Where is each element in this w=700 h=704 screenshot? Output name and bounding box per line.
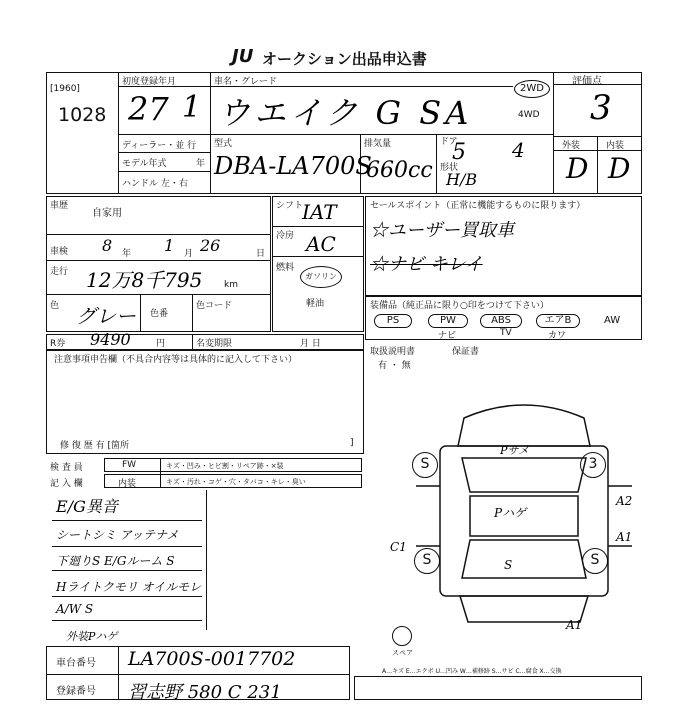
doors-value[interactable]: 5 xyxy=(452,140,466,165)
repair-bracket: ] xyxy=(350,438,354,448)
note-3[interactable]: 下廻りS E/Gルーム S xyxy=(56,554,175,568)
inspection-year-unit: 年 xyxy=(122,249,132,259)
exterior-value[interactable]: D xyxy=(566,152,589,185)
spare-label: スペア xyxy=(392,649,413,657)
interior-label: 内装 xyxy=(606,141,625,151)
cooling-value[interactable]: AC xyxy=(306,232,336,256)
entry-number: 1028 xyxy=(58,104,107,126)
mark-left[interactable]: C1 xyxy=(390,540,407,554)
sales-point-2[interactable]: ☆ナビ キレイ xyxy=(370,254,483,275)
manual-label: 取扱説明書 xyxy=(370,347,416,357)
mileage-label: 走行 xyxy=(50,267,69,277)
recycle-value[interactable]: 9490 xyxy=(90,330,131,349)
manual-options[interactable]: 有 ・ 無 xyxy=(378,361,411,371)
equip-leather[interactable]: カワ xyxy=(548,331,567,341)
model-year-label: モデル年式 xyxy=(122,159,167,169)
model-type-label: 型式 xyxy=(214,139,233,149)
mark-right-lower[interactable]: A1 xyxy=(616,530,633,544)
inspection-month-unit: 月 xyxy=(184,249,194,259)
sales-point-label: セールスポイント（正常に機能するものに限ります） xyxy=(370,201,586,211)
chassis-label: 車台番号 xyxy=(56,658,96,669)
wheel-rear-right[interactable]: S xyxy=(582,548,608,574)
sales-point-1[interactable]: ☆ユーザー買取車 xyxy=(370,220,514,241)
inspection-month[interactable]: 1 xyxy=(164,236,175,255)
exterior-label: 外装 xyxy=(562,141,581,151)
history-label: 車歴 xyxy=(50,201,69,211)
car-name-value[interactable]: ウエイク G SA xyxy=(218,94,473,132)
grade-value[interactable]: 3 xyxy=(590,88,612,128)
fuel-value[interactable]: ガソリン xyxy=(300,266,342,288)
sales-point-block xyxy=(365,196,642,296)
entry-code: [1960] xyxy=(50,84,80,94)
recycle-unit: 円 xyxy=(156,339,166,349)
owner-label: 名変期限 xyxy=(196,339,233,349)
equip-navi[interactable]: ナビ xyxy=(438,331,457,341)
form-title: オークション出品申込書 xyxy=(262,50,427,68)
mark-bottom[interactable]: A1 xyxy=(566,618,583,632)
equip-abs[interactable]: ABS xyxy=(480,314,522,328)
note-1[interactable]: E/G異音 xyxy=(56,497,118,516)
repair-label: 修 復 歴 有 [箇所 xyxy=(60,441,129,451)
fuel-other: 軽油 xyxy=(306,299,325,309)
cooling-label: 冷房 xyxy=(276,231,295,241)
color-code-label: 色コード xyxy=(196,301,233,311)
first-reg-label: 初度登録年月 xyxy=(122,77,177,87)
recycle-label: R券 xyxy=(50,339,66,349)
inspection-label: 車検 xyxy=(50,247,69,257)
note-6[interactable]: 外装Pハゲ xyxy=(66,630,118,643)
dealer-label: ディーラー・並 行 xyxy=(122,141,197,151)
mark-roof[interactable]: Pハゲ xyxy=(494,506,527,520)
equip-pw[interactable]: PW xyxy=(428,314,468,328)
equip-airbag[interactable]: エアB xyxy=(536,314,580,328)
model-year-unit: 年 xyxy=(196,159,206,169)
warranty-label: 保証書 xyxy=(452,347,480,357)
displacement-value[interactable]: 660cc xyxy=(366,158,433,183)
grade-label: 評価点 xyxy=(572,76,602,87)
shape-value[interactable]: H/B xyxy=(446,170,478,189)
mark-hood[interactable]: Pサメ xyxy=(500,444,529,457)
note-2[interactable]: シートシミ アッテナメ xyxy=(56,528,179,542)
inspection-day[interactable]: 26 xyxy=(200,236,221,255)
record-interior[interactable]: 内装 xyxy=(118,479,137,489)
doors-label: ドア xyxy=(440,137,458,147)
inspection-year[interactable]: 8 xyxy=(102,236,113,255)
seats-value[interactable]: 4 xyxy=(512,138,525,162)
note-5[interactable]: A/W S xyxy=(56,602,94,616)
mileage-value[interactable]: 12万8千795 xyxy=(86,268,203,292)
history-value[interactable]: 自家用 xyxy=(92,208,122,219)
equip-ps[interactable]: PS xyxy=(374,314,412,328)
chassis-value[interactable]: LA700S-0017702 xyxy=(128,648,296,670)
equip-aw[interactable]: AW xyxy=(604,315,621,326)
note-4[interactable]: Hライトクモリ オイルモレ xyxy=(56,580,202,594)
mileage-unit: km xyxy=(224,280,238,290)
first-reg-month[interactable]: 1 xyxy=(182,90,202,125)
car-name-label: 車名・グレード xyxy=(214,77,278,87)
registration-value[interactable]: 習志野 580 C 231 xyxy=(128,682,282,703)
wheel-rear-left[interactable]: S xyxy=(414,548,440,574)
wheel-front-right[interactable]: 3 xyxy=(580,452,606,478)
notes-label: 注意事項申告欄（不具合内容等は具体的に記入して下さい） xyxy=(54,355,298,365)
mark-right-upper[interactable]: A2 xyxy=(616,494,633,508)
model-type-value[interactable]: DBA-LA700S xyxy=(214,152,372,180)
spare-tire-icon[interactable] xyxy=(392,626,412,646)
first-reg-year[interactable]: 27 xyxy=(128,90,169,128)
displacement-label: 排気量 xyxy=(364,139,392,149)
shift-value[interactable]: IAT xyxy=(302,200,337,224)
color-value[interactable]: グレー xyxy=(76,304,136,328)
color-no-label: 色番 xyxy=(150,309,169,319)
shift-label: シフト xyxy=(276,201,304,211)
inspector-label: 検 査 員 xyxy=(50,463,83,473)
shape-label: 形状 xyxy=(440,163,459,173)
damage-legend: A…キズ E…エクボ U…凹み W…補修跡 S…サビ C…腐食 X…交換 xyxy=(382,668,562,675)
handle-label: ハンドル 左・右 xyxy=(122,179,188,189)
drive-2wd[interactable]: 2WD xyxy=(514,80,550,98)
equip-tv[interactable]: TV xyxy=(500,328,512,338)
inspection-day-unit: 日 xyxy=(256,249,266,259)
fuel-label: 燃料 xyxy=(276,263,295,273)
legend-grid xyxy=(354,676,642,700)
record-damage-list[interactable]: キズ・汚れ・コゲ・穴・タバコ・キレ・臭い xyxy=(166,478,306,486)
inspector-damage-list[interactable]: キズ・凹み・ヒビ割・リペア跡・×装 xyxy=(166,462,284,470)
owner-unit: 月 日 xyxy=(300,339,321,349)
equipment-label: 装備品（純正品に限り○印をつけて下さい） xyxy=(370,301,549,311)
drive-4wd[interactable]: 4WD xyxy=(518,110,540,120)
auction-logo: JU xyxy=(232,46,254,67)
color-label: 色 xyxy=(50,301,60,311)
registration-label: 登録番号 xyxy=(56,686,96,697)
wheel-front-left[interactable]: S xyxy=(412,452,438,478)
mark-inside[interactable]: S xyxy=(504,558,513,572)
interior-value[interactable]: D xyxy=(608,152,631,185)
inspector-fw[interactable]: FW xyxy=(122,460,137,470)
record-label: 記 入 欄 xyxy=(50,479,83,489)
